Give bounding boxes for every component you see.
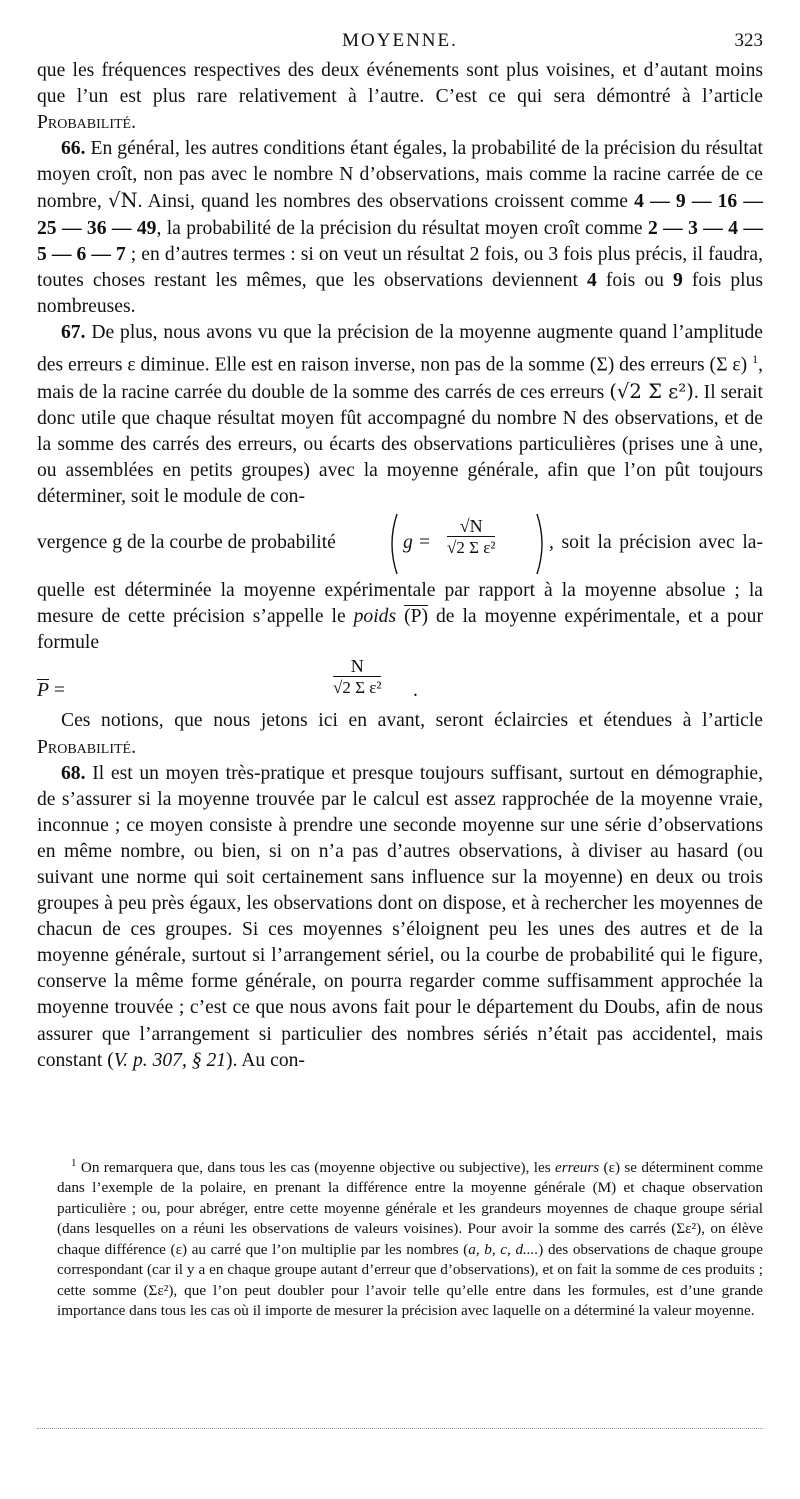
bottom-rule [37, 1428, 763, 1429]
paragraph-67: 67. De plus, nous avons vu que la précision de la moyenne augmente quand l’amplitude des erreurs ε diminue. Elle est en raison inverse, non pas de la somme (Σ) des erreurs (Σ ε) $^1$, mais de la racine carrée du double de la somme des carrés de ces erreurs (√2 Σ ε²). Il serait donc utile que chaque résultat moyen fût accompagné du nombre N des observations, et de la somme des carrés des erreurs, ou écarts des observations particulières (prises une à une, ou assemblées en petits groupes) avec la moyenne générale, afin que l’on pût toujours déterminer, soit le module de con- [37, 321, 763, 508]
paragraph-continuation: que les fréquences respectives des deux événements sont plus voisines, et d’autant moins que l’un est plus rare relativement à l’autre. C’est ce qui sera démontré à l’article Probabilité. [37, 60, 763, 134]
formula-poids: $\overline{P}$ = $\frac{N}{\text{√2 Σ ε²}}$ . [37, 656, 418, 702]
footnote-ref: 1 [752, 352, 759, 367]
paragraph-notions: Ces notions, que nous jetons ici en avant, seront éclaircies et étendues à l’article Probabilité. [37, 710, 763, 758]
number-sequence: 4 — 9 — 16 — 25 — 36 — 49 [37, 191, 763, 239]
footnote-mark: 1 [71, 1157, 77, 1169]
sqrt-expression: √N [107, 189, 138, 213]
running-title: MOYENNE. [342, 30, 458, 51]
footnote: $^1$ On remarquera que, dans tous les cas (moyenne objective ou subjective), les erreurs (ε) se déterminent comme dans l’exemple de la polaire, en prenant la différence entre la moyenne générale (M) et chaque observation particulière ; ou, pour abréger, entre cette moyenne générale et les grandeurs moyennes de chaque groupe sérial (dans lesquelles on a réuni les observations de valeurs voisines). Pour avoir la somme des carrés (Σε²), on élève chaque différence (ε) au carré que l’on multiplie par les nombres (a, b, c, d....) des observations de chaque groupe correspondant (car il y a en chaque groupe autant d’erreur que d’observations), et on fait la somme de ces produits ; cette somme (Σε²), que l’on peut doubler pour l’avoir telle qu’elle entre dans les formules, est d’une grande importance dans tous les cas où il importe de mesurer la précision avec laquelle on a déterminé la valeur moyenne. [57, 1157, 763, 1319]
cross-reference: Probabilité [37, 736, 132, 758]
section-number: 68. [61, 762, 86, 784]
section-number: 67. [61, 321, 86, 343]
formula-line-g: vergence g de la courbe de probabilité g = $\frac{√N}{\text{√2 Σ ε²}}$ , soit la précision avec la- [37, 510, 763, 578]
formula-inline: (√2 Σ ε²) [609, 379, 694, 403]
paragraph-67-cont: quelle est déterminée la moyenne expérimentale par rapport à la moyenne absolue ; la mesure de cette précision s’appelle le poids (P) de la moyenne expérimentale, et a pour formule [37, 580, 763, 654]
formula-g: g = $\frac{√N}{\text{√2 Σ ε²}}$ [389, 510, 545, 578]
body-text [37, 58, 763, 1074]
fraction: $\frac{√N}{\text{√2 Σ ε²}}$ [447, 516, 496, 558]
section-number: 66. [61, 138, 86, 160]
cross-reference: V. p. 307, § 21 [113, 1049, 227, 1071]
page-number: 323 [734, 30, 763, 51]
page-header [37, 30, 763, 58]
page [37, 30, 763, 1074]
number-sequence: 2 — 3 — 4 — 5 — 6 — 7 [37, 217, 763, 265]
paragraph-68: 68. Il est un moyen très-pratique et presque toujours suffisant, surtout en démographie, de s’assurer si la moyenne trouvée par le calcul est assez rapprochée de la moyenne vraie, inconnue ; ce moyen consiste à prendre une seconde moyenne sur une série d’observations en même nombre, ou bien, si on n’a pas d’autres observations, à diviser au hasard (ou suivant une norme qui soit certainement sans influence sur la moyenne) en deux ou trois groupes à peu près égaux, les observations dont on dispose, et à rechercher les moyennes de chacun de ces groupes. Si ces moyennes s’éloignent peu les unes des autres et de la moyenne générale, surtout si l’arrangement sériel, ou la courbe de probabilité qui le figure, conserve la même forme générale, on pourra regarder comme suffisamment approchée la moyenne trouvée ; c’est ce que nous avons fait pour le département du Doubs, afin de nous assurer que l’arrangement si particulier des nombres sériés n’était pas accidentel, mais constant (V. p. 307, § 21). Au con- [37, 762, 763, 1071]
paragraph-66: 66. En général, les autres conditions étant égales, la probabilité de la précision du résultat moyen croît, non pas avec le nombre N d’observations, mais comme la racine carrée de ce nombre, √N. Ainsi, quand les nombres des observations croissent comme 4 — 9 — 16 — 25 — 36 — 49, la probabilité de la précision du résultat moyen croît comme 2 — 3 — 4 — 5 — 6 — 7 ; en d’autres termes : si on veut un résultat 2 fois, ou 3 fois plus précis, il faudra, toutes choses restant les mêmes, que les observations deviennent 4 fois ou 9 fois plus nombreuses. [37, 138, 764, 317]
cross-reference: Probabilité [37, 112, 132, 134]
fraction: $\frac{N}{\text{√2 Σ ε²}}$ [333, 656, 382, 698]
